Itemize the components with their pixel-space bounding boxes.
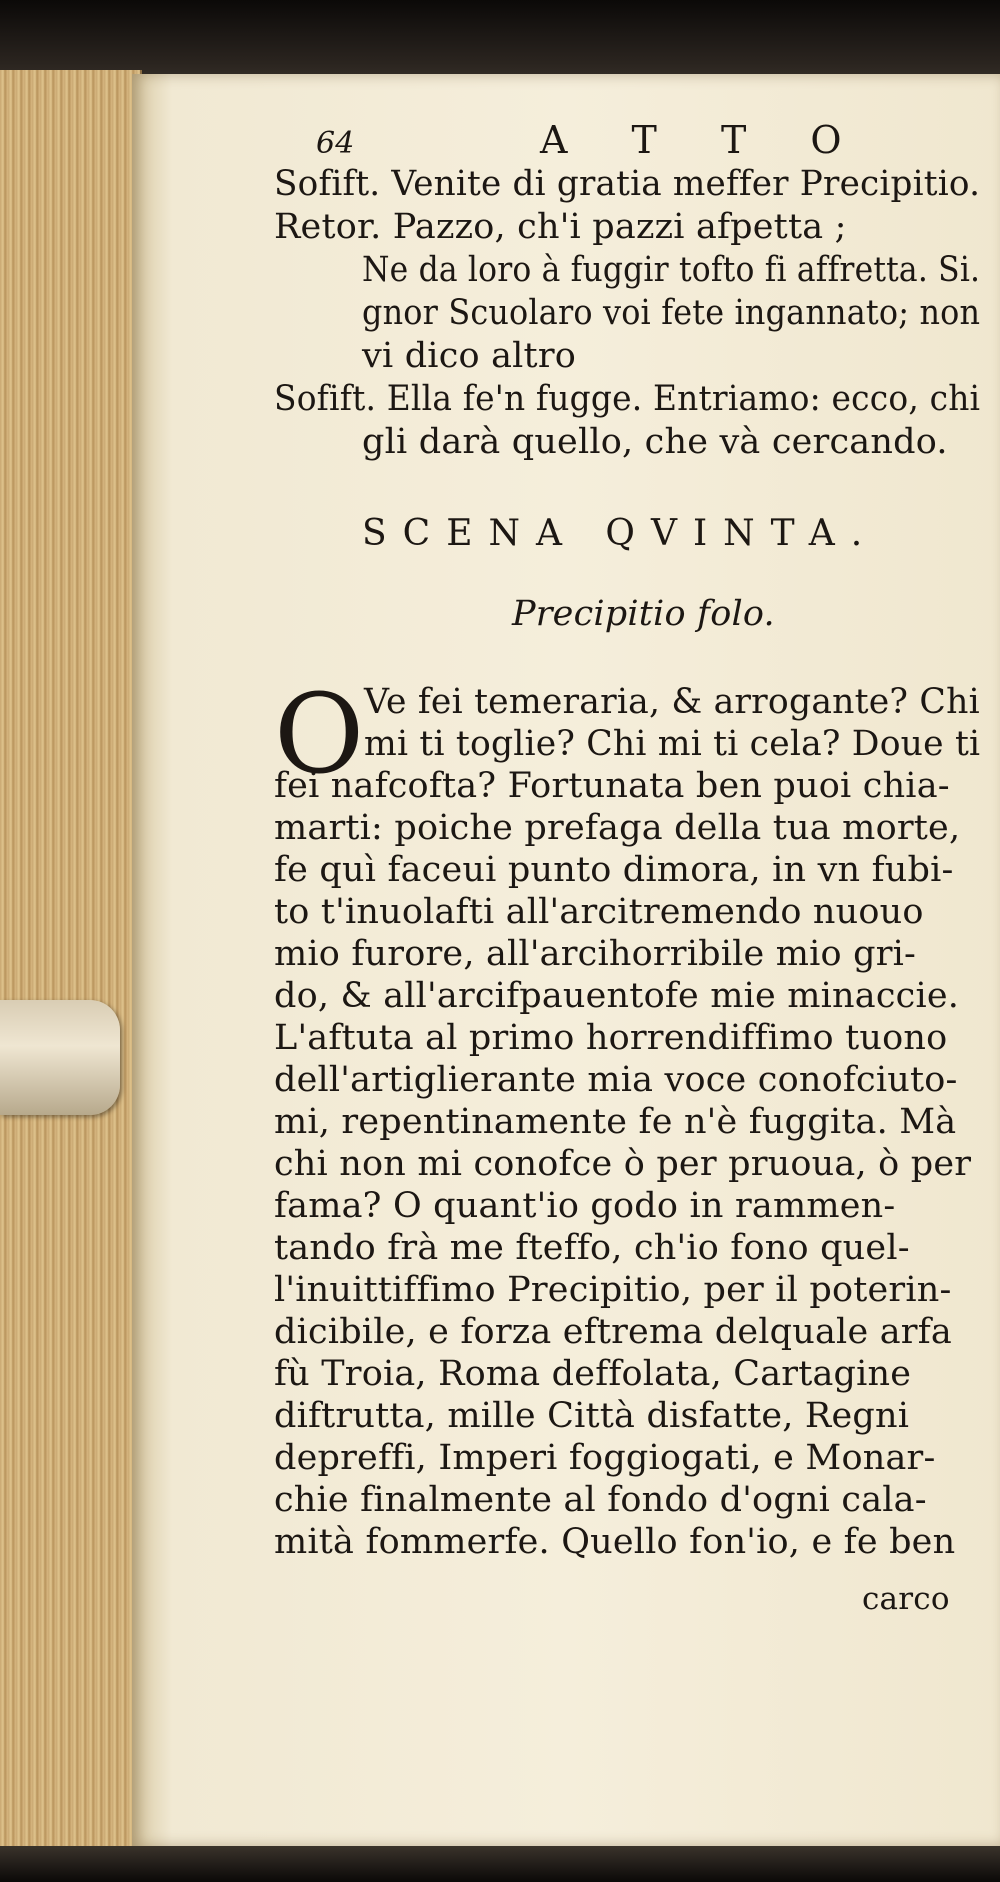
monologue-line: Ve fei temeraria, & arrogante? Chi <box>364 682 980 722</box>
monologue-line: mi ti toglie? Chi mi ti cela? Doue ti <box>364 724 981 764</box>
scene-title: SCENA QVINTA. <box>362 513 879 554</box>
scene-subtitle: Precipitio folo. <box>512 594 775 634</box>
monologue-line: chie finalmente al fondo d'ogni cala- <box>274 1480 927 1520</box>
dialogue-line: gnor Scuolaro voi fete ingannato; non <box>362 293 981 333</box>
monologue-line: chi non mi conofce ò per pruoua, ò per <box>274 1144 972 1184</box>
drop-cap: O <box>274 670 365 798</box>
monologue-line: marti: poiche prefaga della tua morte, <box>274 808 961 848</box>
monologue-line: l'inuittiffimo Precipitio, per il poterin- <box>274 1270 952 1310</box>
book-page-edges <box>0 70 142 1850</box>
monologue-line: tando frà me fteffo, ch'io fono quel- <box>274 1228 910 1268</box>
monologue-line: fe quì faceui punto dimora, in vn fubi- <box>274 850 954 890</box>
bottom-shadow <box>0 1846 1000 1882</box>
dialogue-line: gli darà quello, che và cercando. <box>362 422 948 462</box>
monologue-line: to t'inuolafti all'arcitremendo nuouo <box>274 892 924 932</box>
monologue-line: fama? O quant'io godo in rammen- <box>274 1186 896 1226</box>
dialogue-line: Sofift. Venite di gratia meffer Precipitio. <box>274 164 981 204</box>
monologue-line: mi, repentinamente fe n'è fuggita. Mà <box>274 1102 957 1142</box>
page-number: 64 <box>316 126 355 161</box>
monologue-line: mio furore, all'arcihorribile mio gri- <box>274 934 917 974</box>
dialogue-line: Sofift. Ella fe'n fugge. Entriamo: ecco, chi <box>274 379 981 419</box>
book-page <box>132 74 1000 1846</box>
monologue-line: L'aftuta al primo horrendiffimo tuono <box>274 1018 948 1058</box>
monologue-line: fei nafcofta? Fortunata ben puoi chia- <box>274 766 950 806</box>
monologue-line: do, & all'arcifpauentofe mie minaccie. <box>274 976 960 1016</box>
monologue-line: dicibile, e forza eftrema delquale arfa <box>274 1312 952 1352</box>
dialogue-line: vi dico altro <box>362 336 577 376</box>
book-clip <box>0 1000 120 1115</box>
monologue-line: fù Troia, Roma deffolata, Cartagine <box>274 1354 912 1394</box>
monologue-line: diftrutta, mille Città disfatte, Regni <box>274 1396 910 1436</box>
running-title: A T T O <box>540 118 868 162</box>
catchword: carco <box>862 1581 950 1617</box>
monologue-line: mità fommerfe. Quello fon'io, e fe ben <box>274 1522 956 1562</box>
monologue-line: dell'artiglierante mia voce conofciuto- <box>274 1060 958 1100</box>
dialogue-line: Ne da loro à fuggir tofto fi affretta. Si. <box>362 250 981 290</box>
monologue-line: depreffi, Imperi foggiogati, e Monar- <box>274 1438 936 1478</box>
dialogue-line: Retor. Pazzo, ch'i pazzi afpetta ; <box>274 207 847 247</box>
